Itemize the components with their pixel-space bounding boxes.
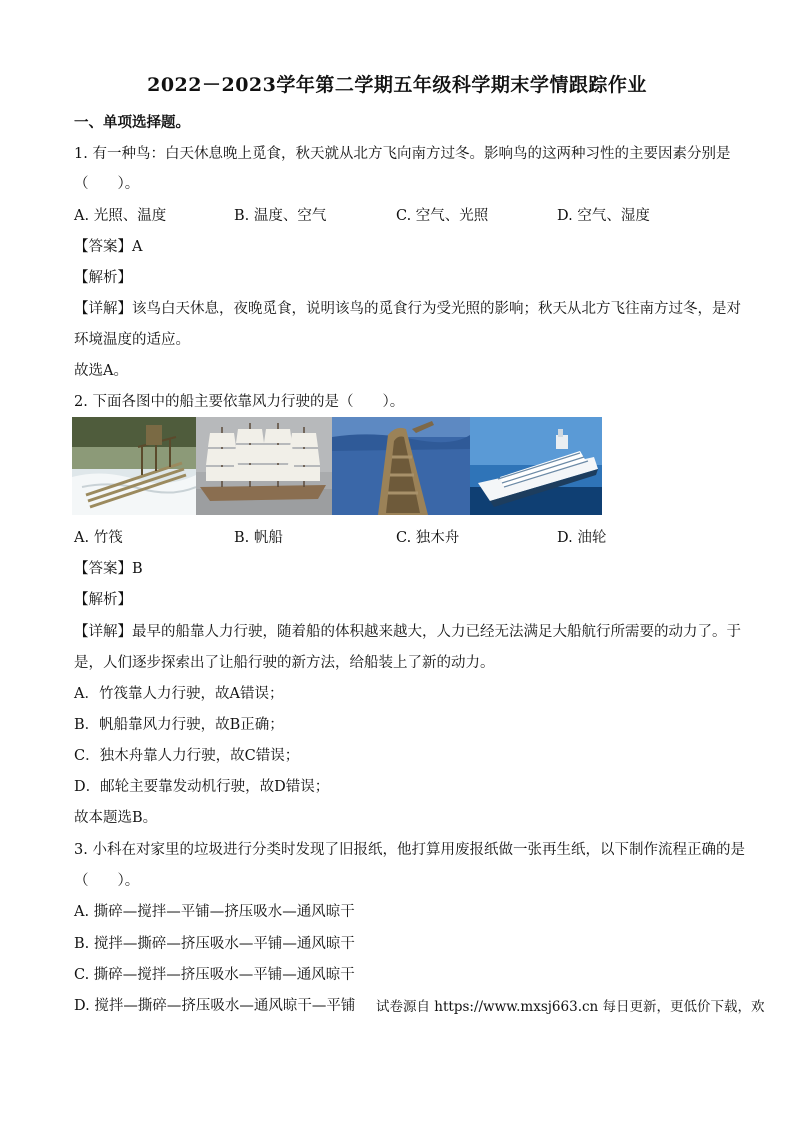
q1-conclusion: 故选A。 <box>74 363 128 379</box>
q2-detail-line2: 是，人们逐步探索出了让船行驶的新方法，给船装上了新的动力。 <box>74 655 495 671</box>
q1-detail-line1: 【详解】该鸟白天休息，夜晚觅食，说明该鸟的觅食行为受光照的影响；秋天从北方飞往南方过冬，是对 <box>74 301 741 317</box>
q2-conclusion: 故本题选B。 <box>74 810 158 826</box>
q2-analysis-label: 【解析】 <box>74 592 132 608</box>
q1-option-a: A. 光照、温度 <box>74 208 167 224</box>
q2-item-b: B．帆船靠风力行驶，故B正确； <box>74 717 284 733</box>
q1-option-b: B. 温度、空气 <box>234 208 327 224</box>
q3-stem-line1: 3. 小科在对家里的垃圾进行分类时发现了旧报纸，他打算用废报纸做一张再生纸，以下制作流程正确的是 <box>74 842 745 858</box>
q3-option-a: A. 撕碎—搅拌—平铺—挤压吸水—通风晾干 <box>74 904 355 920</box>
q1-stem-line1: 1. 有一种鸟：白天休息晚上觅食，秋天就从北方飞向南方过冬。影响鸟的这两种习性的主要因素分别是 <box>74 146 731 162</box>
source-watermark: 试卷源自 https://www.mxsj663.cn 每日更新，更低价下载，欢 <box>373 995 765 1015</box>
q1-option-c: C. 空气、光照 <box>396 208 489 224</box>
q2-answer: 【答案】B <box>74 561 143 577</box>
document-title: 2022－2023学年第二学期五年级科学期末学情跟踪作业 <box>147 74 647 96</box>
q1-analysis-label: 【解析】 <box>74 270 132 286</box>
q2-detail-line1: 【详解】最早的船靠人力行驶，随着船的体积越来越大，人力已经无法满足大船航行所需要的动力了。于 <box>74 624 741 640</box>
q2-item-d: D．邮轮主要靠发动机行驶，故D错误； <box>74 779 330 795</box>
q2-item-c: C．独木舟靠人力行驶，故C错误； <box>74 748 300 764</box>
q2-option-a: A. 竹筏 <box>74 530 123 546</box>
cruise-liner-image <box>470 417 602 515</box>
q3-option-c: C. 撕碎—搅拌—挤压吸水—平铺—通风晾干 <box>74 967 355 983</box>
q1-stem-line2: （ ）。 <box>74 176 140 192</box>
q2-item-a: A．竹筏靠人力行驶，故A错误； <box>74 686 284 702</box>
q1-detail-line2: 环境温度的适应。 <box>74 332 190 348</box>
q3-option-b: B. 搅拌—撕碎—挤压吸水—平铺—通风晾干 <box>74 936 355 952</box>
q1-answer: 【答案】A <box>74 239 143 255</box>
q3-stem-line2: （ ）。 <box>74 873 140 889</box>
q1-option-d: D. 空气、湿度 <box>557 208 650 224</box>
dugout-canoe-image <box>332 417 470 515</box>
q2-option-d: D. 油轮 <box>557 530 607 546</box>
sailing-ship-image <box>196 417 332 515</box>
bamboo-raft-image <box>72 417 196 515</box>
section-heading: 一、单项选择题。 <box>74 114 190 131</box>
q2-stem: 2. 下面各图中的船主要依靠风力行驶的是（ ）。 <box>74 394 405 410</box>
q3-option-d: D. 搅拌—撕碎—挤压吸水—通风晾干—平铺 <box>74 998 356 1014</box>
q2-option-c: C. 独木舟 <box>396 530 460 546</box>
q2-option-b: B. 帆船 <box>234 530 283 546</box>
